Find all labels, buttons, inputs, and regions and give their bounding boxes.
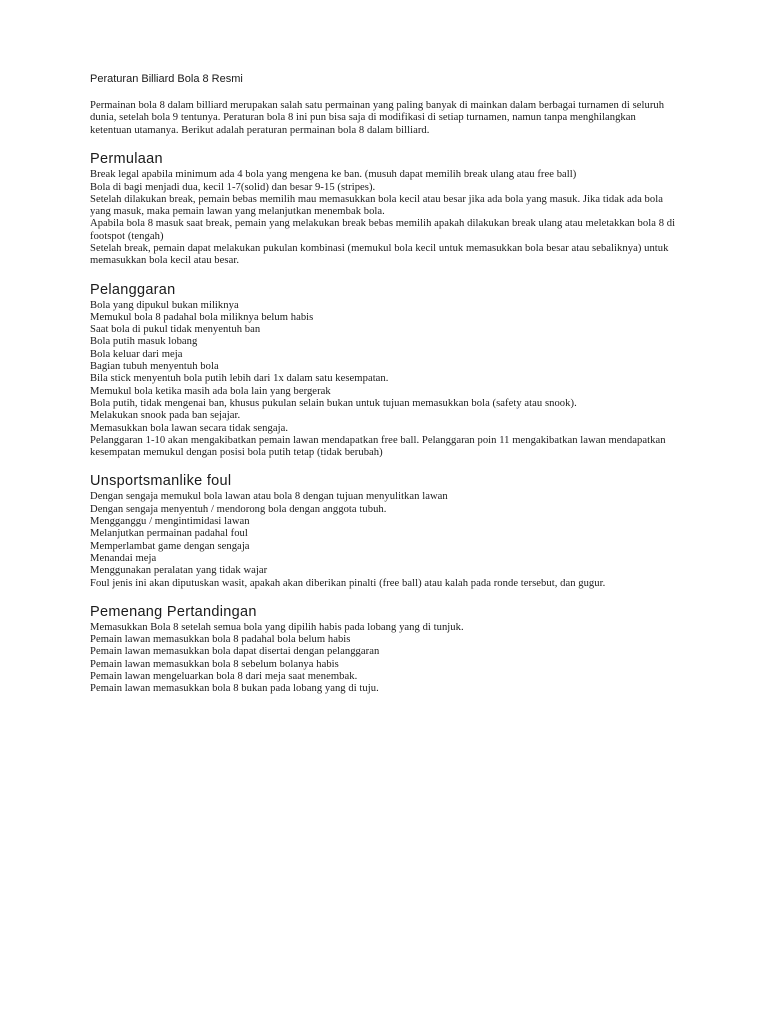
rule-item: Dengan sengaja menyentuh / mendorong bola dengan anggota tubuh. [90,503,387,515]
rule-item: Setelah dilakukan break, pemain bebas memilih mau memasukkan bola kecil atau besar jika ada bola yang masuk. Jika tidak ada bola yang masuk, maka pemain lawan yang melanjutkan menembak bola. [90,193,663,218]
rule-item: Bagian tubuh menyentuh bola [90,361,219,373]
rule-item: Bola putih, tidak mengenai ban, khusus pukulan selain bukan untuk tujuan memasukkan bola (safety atau snook). [90,397,577,409]
rule-item: Menggunakan peralatan yang tidak wajar [90,565,268,577]
rule-item: Melakukan snook pada ban sejajar. [90,410,241,422]
rule-list [90,169,680,267]
rule-item: Bola yang dipukul bukan miliknya [90,299,239,311]
rule-item: Bila stick menyentuh bola putih lebih dari 1x dalam satu kesempatan. [90,373,389,385]
rule-item: Pemain lawan mengeluarkan bola 8 dari meja saat menembak. [90,671,358,683]
rule-item: Pemain lawan memasukkan bola dapat disertai dengan pelanggaran [90,646,380,658]
section-pemenang-pertandingan [90,604,680,696]
rule-item: Setelah break, pemain dapat melakukan pukulan kombinasi (memukul bola kecil untuk memasukkan bola besar atau sebaliknya) untuk memasukkan bola kecil atau besar. [90,243,669,267]
section-permulaan [90,151,680,267]
document-title: Peraturan Billiard Bola 8 Resmi [90,73,243,85]
rule-item: Pemain lawan memasukkan bola 8 padahal bola belum habis [90,634,351,646]
rule-item: Memasukkan Bola 8 setelah semua bola yang dipilih habis pada lobang yang di tunjuk. [90,621,464,633]
rule-list [90,491,680,589]
section-heading: Pelanggaran [90,281,176,298]
rule-item: Memperlambat game dengan sengaja [90,540,250,552]
rule-item: Dengan sengaja memukul bola lawan atau bola 8 dengan tujuan menyulitkan lawan [90,491,448,503]
rule-item: Pelanggaran 1-10 akan mengakibatkan pemain lawan mendapatkan free ball. Pelanggaran poin 11 mengakibatkan lawan mendapatkan kesempatan memukul dengan posisi bola putih tetap (tidak berubah) [90,434,666,459]
rule-item: Memasukkan bola lawan secara tidak sengaja. [90,422,289,434]
rule-item: Saat bola di pukul tidak menyentuh ban [90,324,261,336]
section-pelanggaran [90,282,680,460]
section-heading: Permulaan [90,151,163,168]
section-heading: Pemenang Pertandingan [90,603,257,620]
rule-item: Memukul bola ketika masih ada bola lain yang bergerak [90,385,331,397]
rule-item: Mengganggu / mengintimidasi lawan [90,516,250,528]
rule-item: Pemain lawan memasukkan bola 8 bukan pada lobang yang di tuju. [90,683,379,695]
section-heading: Unsportsmanlike foul [90,473,232,490]
rule-item: Break legal apabila minimum ada 4 bola yang mengena ke ban. (musuh dapat memilih break ulang atau free ball) [90,169,577,181]
rule-item: Foul jenis ini akan diputuskan wasit, apakah akan diberikan pinalti (free ball) atau kalah pada ronde tersebut, dan gugur. [90,577,606,589]
rule-item: Bola di bagi menjadi dua, kecil 1-7(solid) dan besar 9-15 (stripes). [90,181,376,193]
rule-list [90,622,680,696]
section-unsportsmanlike-foul [90,473,680,589]
intro-paragraph: Permainan bola 8 dalam billiard merupakan salah satu permainan yang paling banyak di mainkan dalam berbagai turnamen di seluruh dunia, setelah bola 9 tentunya. Peraturan bola 8 ini pun bisa saja di modifikasi di setiap turnamen, namun tanpa menghilangkan ketentuan utamanya. Berikut adalah peraturan permainan bola 8 dalam billiard. [90,100,665,136]
rule-item: Apabila bola 8 masuk saat break, pemain yang melakukan break bebas memilih apakah dilakukan break ulang atau meletakkan bola 8 di footspot (tengah) [90,218,676,242]
rule-item: Memukul bola 8 padahal bola miliknya belum habis [90,311,314,323]
rule-item: Bola putih masuk lobang [90,336,198,348]
document-page [90,72,680,696]
rule-item: Melanjutkan permainan padahal foul [90,528,248,540]
rule-item: Pemain lawan memasukkan bola 8 sebelum bolanya habis [90,658,339,670]
rule-item: Bola keluar dari meja [90,348,183,360]
rule-list [90,300,680,460]
rule-item: Menandai meja [90,552,157,564]
